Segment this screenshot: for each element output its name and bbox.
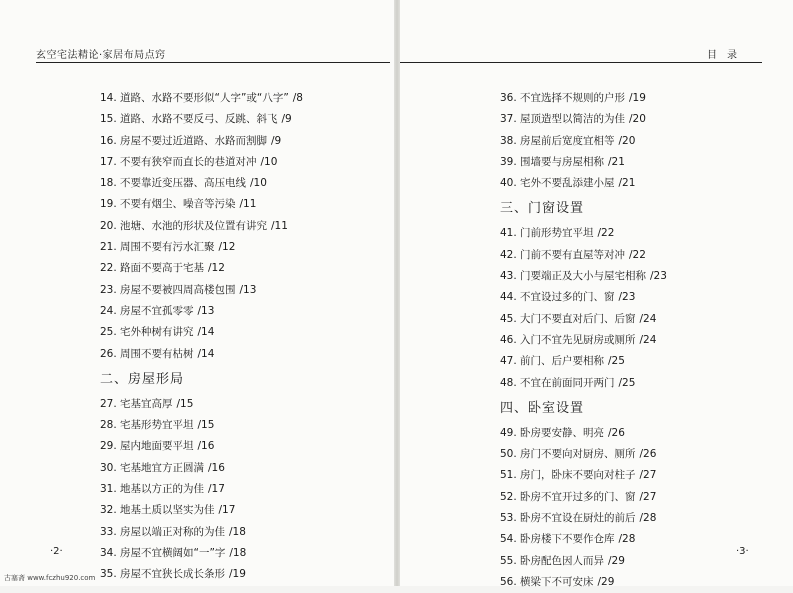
- entry-title: 宅外不要乱添建小屋: [520, 177, 615, 190]
- left-running-head: 玄空宅法精论·家居布局点窍: [36, 50, 166, 61]
- toc-entry: [500, 572, 780, 593]
- entry-title: 房屋不宜孤零零: [120, 304, 194, 317]
- toc-entry: [500, 109, 780, 130]
- entry-number: 19.: [100, 198, 117, 211]
- entry-number: 35.: [100, 568, 117, 581]
- entry-title: 围墙要与房屋相称: [520, 155, 604, 168]
- entry-page-ref: /17: [208, 483, 225, 496]
- entry-page-ref: /10: [250, 177, 267, 190]
- entry-page-ref: /27: [639, 490, 657, 503]
- entry-number: 52.: [500, 490, 517, 503]
- entry-page-ref: /20: [629, 113, 646, 126]
- entry-number: 47.: [500, 355, 517, 368]
- toc-entry: [500, 173, 780, 194]
- entry-title: 入门不宜先见厨房或厕所: [520, 333, 636, 346]
- entry-title: 不要有烟尘、噪音等污染: [120, 198, 236, 211]
- entry-title: 房屋不宜狭长成长条形: [120, 568, 225, 581]
- entry-number: 40.: [500, 177, 517, 190]
- entry-title: 房屋不宜横阔如“一”字: [120, 546, 226, 559]
- toc-entry: [500, 465, 780, 486]
- entry-number: 25.: [100, 326, 117, 339]
- entry-title: 卧房不宜开过多的门、窗: [520, 490, 636, 503]
- entry-title: 房屋不要被四周高楼包围: [120, 283, 236, 296]
- entry-page-ref: /14: [197, 347, 215, 360]
- entry-page-ref: /18: [229, 546, 247, 559]
- toc-entry: [500, 152, 780, 173]
- entry-title: 宅外种树有讲究: [120, 326, 194, 339]
- entry-number: 15.: [100, 113, 117, 126]
- entry-title: 房门，卧床不要向对柱子: [520, 469, 636, 482]
- toc-entry: [100, 564, 390, 585]
- entry-page-ref: /12: [218, 241, 236, 254]
- entry-page-ref: /24: [639, 333, 657, 346]
- entry-number: 31.: [100, 483, 117, 496]
- toc-entry: [100, 301, 390, 322]
- toc-entry: [500, 487, 780, 508]
- entry-number: 43.: [500, 270, 517, 283]
- entry-title: 屋顶造型以简洁的为佳: [520, 113, 625, 126]
- toc-entry: [500, 330, 780, 351]
- toc-entry: [500, 245, 780, 266]
- left-toc-list: [100, 88, 390, 586]
- entry-number: 14.: [100, 92, 117, 104]
- entry-number: 22.: [100, 262, 117, 275]
- entry-number: 30.: [100, 461, 117, 474]
- toc-entry: [100, 500, 390, 521]
- toc-entry: [500, 131, 780, 152]
- entry-title: 门前形势宜平坦: [520, 227, 594, 240]
- entry-page-ref: /13: [239, 283, 257, 296]
- toc-entry: [100, 322, 390, 343]
- toc-entry: [100, 543, 390, 564]
- entry-title: 房屋前后宽度宜相等: [520, 134, 615, 147]
- entry-number: 16.: [100, 134, 117, 147]
- entry-number: 38.: [500, 134, 517, 147]
- entry-page-ref: /8: [292, 92, 303, 104]
- entry-number: 32.: [100, 504, 117, 517]
- entry-page-ref: /26: [639, 448, 657, 461]
- entry-page-ref: /17: [218, 504, 236, 517]
- entry-page-ref: /11: [239, 198, 257, 211]
- entry-number: 36.: [500, 92, 517, 104]
- entry-page-ref: /25: [618, 376, 636, 389]
- entry-page-ref: /9: [271, 134, 282, 147]
- entry-title: 道路、水路不要形似“人字”或“八字”: [120, 92, 289, 104]
- toc-entry: [100, 88, 390, 109]
- toc-entry: [100, 109, 390, 130]
- entry-title: 道路、水路不要反弓、反跳、斜飞: [120, 113, 278, 126]
- entry-number: 55.: [500, 554, 517, 567]
- entry-number: 26.: [100, 347, 117, 360]
- toc-entry: [100, 522, 390, 543]
- entry-page-ref: /21: [618, 177, 636, 190]
- toc-entry: [500, 508, 780, 529]
- entry-title: 周围不要有污水汇聚: [120, 241, 215, 254]
- entry-number: 49.: [500, 426, 517, 439]
- toc-entry: [100, 194, 390, 215]
- toc-entry: [500, 266, 780, 287]
- toc-entry: [100, 258, 390, 279]
- entry-title: 房屋以端正对称的为佳: [120, 525, 225, 538]
- toc-entry: [500, 287, 780, 308]
- entry-title: 卧房不宜设在厨灶的前后: [520, 512, 636, 525]
- entry-page-ref: /28: [618, 533, 636, 546]
- entry-title: 地基以方正的为佳: [120, 483, 204, 496]
- entry-title: 门要端正及大小与屋宅相称: [520, 270, 646, 283]
- entry-page-ref: /12: [208, 262, 225, 275]
- entry-title: 前门、后户要相称: [520, 355, 604, 368]
- entry-page-ref: /22: [629, 248, 646, 261]
- toc-entry: [500, 88, 780, 109]
- entry-page-ref: /13: [197, 304, 215, 317]
- entry-page-ref: /20: [618, 134, 636, 147]
- entry-page-ref: /21: [608, 155, 625, 168]
- entry-page-ref: /26: [608, 426, 625, 439]
- entry-title: 卧房楼下不要作仓库: [520, 533, 615, 546]
- entry-page-ref: /29: [608, 554, 625, 567]
- entry-title: 房屋不要过近道路、水路而割脚: [120, 134, 267, 147]
- entry-number: 53.: [500, 512, 517, 525]
- entry-title: 不宜在前面同开两门: [520, 376, 615, 389]
- toc-entry: [500, 373, 780, 394]
- entry-title: 路面不要高于宅基: [120, 262, 204, 275]
- entry-number: 34.: [100, 546, 117, 559]
- right-running-head: 目录: [707, 50, 747, 61]
- entry-title: 房门不要向对厨房、厕所: [520, 448, 636, 461]
- entry-number: 24.: [100, 304, 117, 317]
- entry-number: 23.: [100, 283, 117, 296]
- entry-number: 56.: [500, 575, 517, 588]
- entry-page-ref: /14: [197, 326, 215, 339]
- right-page-number: ·3·: [736, 546, 749, 557]
- right-toc-list: [500, 88, 780, 593]
- entry-number: 33.: [100, 525, 117, 538]
- entry-number: 44.: [500, 291, 517, 304]
- entry-number: 29.: [100, 440, 117, 453]
- toc-entry: [100, 436, 390, 457]
- entry-page-ref: /11: [271, 219, 288, 232]
- entry-number: 39.: [500, 155, 517, 168]
- entry-title: 宅基形势宜平坦: [120, 419, 194, 432]
- toc-entry: [100, 237, 390, 258]
- entry-page-ref: /22: [597, 227, 615, 240]
- entry-page-ref: /19: [629, 92, 646, 104]
- entry-title: 门前不要有直屋等对冲: [520, 248, 625, 261]
- entry-page-ref: /15: [197, 419, 215, 432]
- source-watermark: 古塞斋 www.fczhu920.com: [4, 574, 96, 582]
- entry-title: 周围不要有枯树: [120, 347, 194, 360]
- toc-entry: [100, 415, 390, 436]
- entry-page-ref: /16: [197, 440, 215, 453]
- entry-page-ref: /10: [260, 155, 278, 168]
- toc-entry: [500, 423, 780, 444]
- entry-title: 地基土质以坚实为佳: [120, 504, 215, 517]
- entry-number: 41.: [500, 227, 517, 240]
- left-page-number: ·2·: [50, 546, 63, 557]
- section-heading: 四、卧室设置: [500, 400, 585, 416]
- entry-page-ref: /16: [208, 461, 225, 474]
- entry-title: 卧房要安静、明亮: [520, 426, 604, 439]
- entry-page-ref: /18: [229, 525, 246, 538]
- entry-number: 54.: [500, 533, 517, 546]
- toc-entry: [500, 309, 780, 330]
- toc-entry: [100, 394, 390, 415]
- section-heading: 二、房屋形局: [100, 371, 185, 387]
- toc-entry: [500, 444, 780, 465]
- entry-number: 45.: [500, 312, 517, 325]
- entry-title: 卧房配色因人而异: [520, 554, 604, 567]
- entry-page-ref: /29: [597, 575, 615, 588]
- entry-page-ref: /25: [608, 355, 625, 368]
- left-header-rule: [36, 62, 390, 63]
- toc-entry: [100, 152, 390, 173]
- toc-entry: [500, 351, 780, 372]
- toc-entry: [100, 479, 390, 500]
- entry-number: 28.: [100, 419, 117, 432]
- entry-title: 屋内地面要平坦: [120, 440, 194, 453]
- entry-page-ref: /15: [176, 397, 194, 410]
- toc-entry: [100, 131, 390, 152]
- entry-page-ref: /9: [281, 113, 292, 126]
- entry-title: 大门不要直对后门、后窗: [520, 312, 636, 325]
- entry-page-ref: /28: [639, 512, 657, 525]
- entry-page-ref: /23: [618, 291, 636, 304]
- right-header-rule: [400, 62, 762, 63]
- entry-number: 21.: [100, 241, 117, 254]
- toc-entry: [500, 223, 780, 244]
- entry-page-ref: /24: [639, 312, 657, 325]
- entry-page-ref: /23: [650, 270, 667, 283]
- toc-entry: [100, 344, 390, 365]
- entry-title: 不宜选择不规则的户形: [520, 92, 625, 104]
- entry-number: 18.: [100, 177, 117, 190]
- entry-title: 横梁下不可安床: [520, 575, 594, 588]
- toc-entry: [100, 458, 390, 479]
- entry-page-ref: /27: [639, 469, 657, 482]
- entry-title: 不要有狭窄而直长的巷道对冲: [120, 155, 257, 168]
- entry-number: 42.: [500, 248, 517, 261]
- toc-entry: [100, 173, 390, 194]
- entry-number: 37.: [500, 113, 517, 126]
- entry-number: 17.: [100, 155, 117, 168]
- entry-title: 不宜设过多的门、窗: [520, 291, 615, 304]
- book-gutter: [394, 0, 400, 586]
- entry-title: 不要靠近变压器、高压电线: [120, 177, 246, 190]
- entry-number: 27.: [100, 397, 117, 410]
- entry-title: 宅基地宜方正圆满: [120, 461, 204, 474]
- entry-number: 46.: [500, 333, 517, 346]
- entry-number: 20.: [100, 219, 117, 232]
- toc-entry: [100, 216, 390, 237]
- entry-title: 宅基宜高厚: [120, 397, 173, 410]
- entry-page-ref: /19: [229, 568, 246, 581]
- entry-number: 48.: [500, 376, 517, 389]
- toc-entry: [100, 280, 390, 301]
- entry-number: 51.: [500, 469, 517, 482]
- entry-title: 池塘、水池的形状及位置有讲究: [120, 219, 267, 232]
- entry-number: 50.: [500, 448, 517, 461]
- section-heading: 三、门窗设置: [500, 201, 585, 217]
